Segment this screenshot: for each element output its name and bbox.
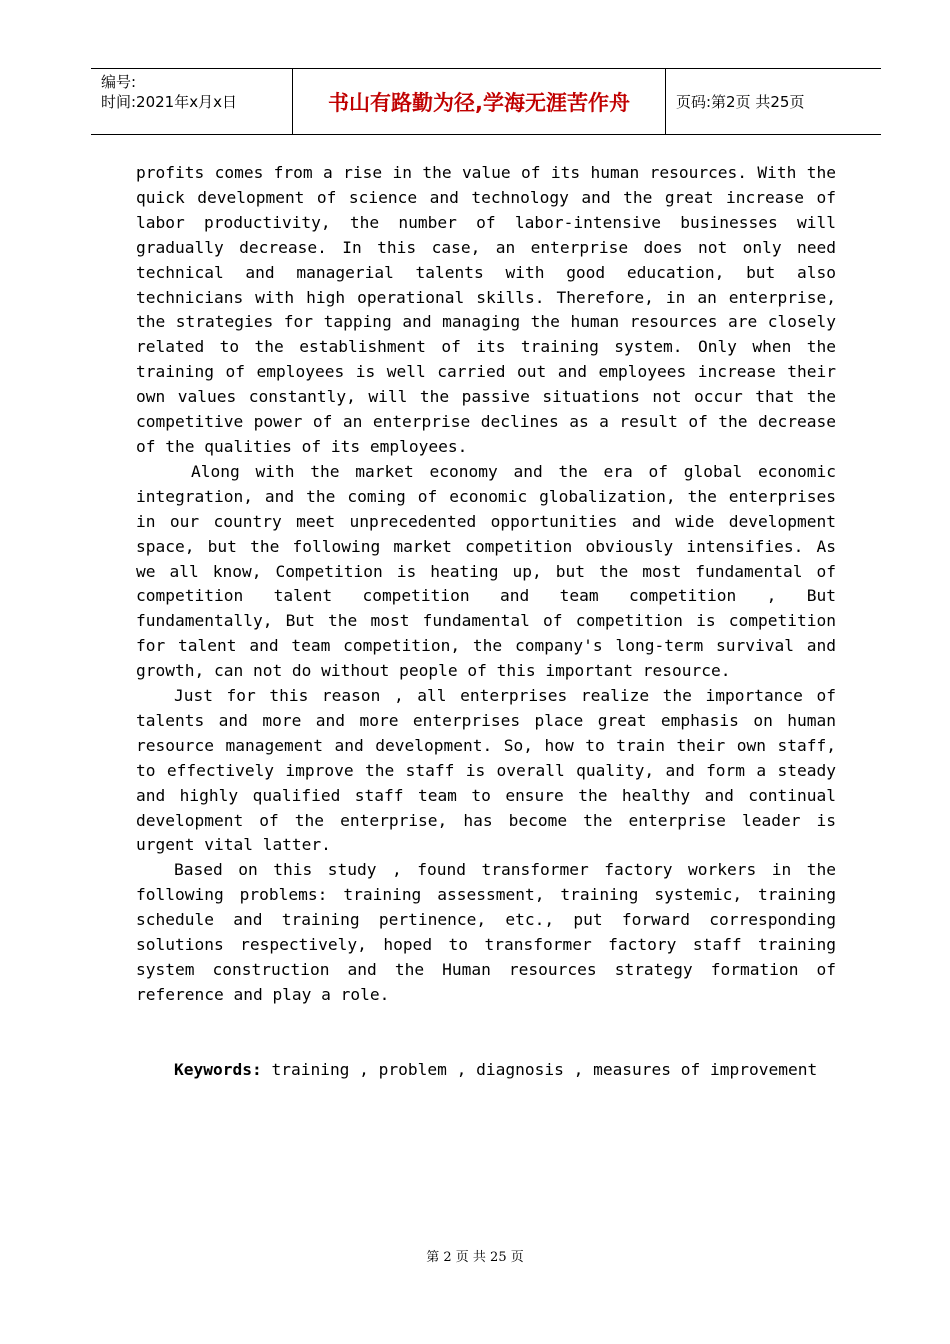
- header-page-label: 页码:第2页 共25页: [676, 93, 805, 111]
- keywords-text: training , problem , diagnosis , measures of improvement: [261, 1060, 818, 1079]
- document-number-label: 编号:: [101, 73, 137, 91]
- header-table: [91, 68, 881, 135]
- header-motto: 书山有路勤为径,学海无涯苦作舟: [328, 90, 630, 115]
- header-page-cell: [666, 69, 881, 134]
- body-paragraph: Based on this study , found transformer factory workers in the following problems: training assessment, training systemic, training schedule and training pertinence, etc., put forward corresponding solutions respectively, hoped to transformer factory staff training system construction and the Human resources strategy formation of reference and play a role.: [136, 860, 836, 1004]
- keywords-line: [174, 1058, 854, 1082]
- header-meta-cell: [91, 69, 293, 134]
- body-paragraph: Just for this reason , all enterprises realize the importance of talents and more and more enterprises place great emphasis on human resource management and development. So, how to train their own staff, to effectively improve the staff is overall quality, and form a steady and highly qualified staff team to ensure the healthy and continual development of the enterprise, has become the enterprise leader is urgent vital latter.: [136, 686, 836, 855]
- footer-page-number: 第 2 页 共 25 页: [426, 1250, 524, 1265]
- header-motto-cell: [293, 69, 666, 134]
- body-paragraph: profits comes from a rise in the value of its human resources. With the quick development of science and technology and the great increase of labor productivity, the number of labor-intensive businesses will gradually decrease. In this case, an enterprise does not only need technical and managerial talents with good education, but also technicians with high operational skills. Therefore, in an enterprise, the strategies for tapping and managing the human resources are closely related to the establishment of its training system. Only when the training of employees is well carried out and employees increase their own values constantly, will the passive situations not occur that the competitive power of an enterprise declines as a result of the decrease of the qualities of its employees.: [136, 163, 836, 456]
- page-footer: [0, 1246, 950, 1265]
- keywords-label: Keywords:: [174, 1060, 262, 1079]
- body-paragraph: Along with the market economy and the era of global economic integration, and the coming of economic globalization, the enterprises in our country meet unprecedented opportunities and wide development space, but the following market competition obviously intensifies. As we all know, Competition is heating up, but the most fundamental of competition talent competition and team competition , But fundamentally, But the most fundamental of competition is competition for talent and team competition, the company's long-term survival and growth, can not do without people of this important resource.: [136, 461, 836, 681]
- document-time-label: 时间:2021年x月x日: [101, 93, 237, 111]
- document-body: [136, 161, 836, 1008]
